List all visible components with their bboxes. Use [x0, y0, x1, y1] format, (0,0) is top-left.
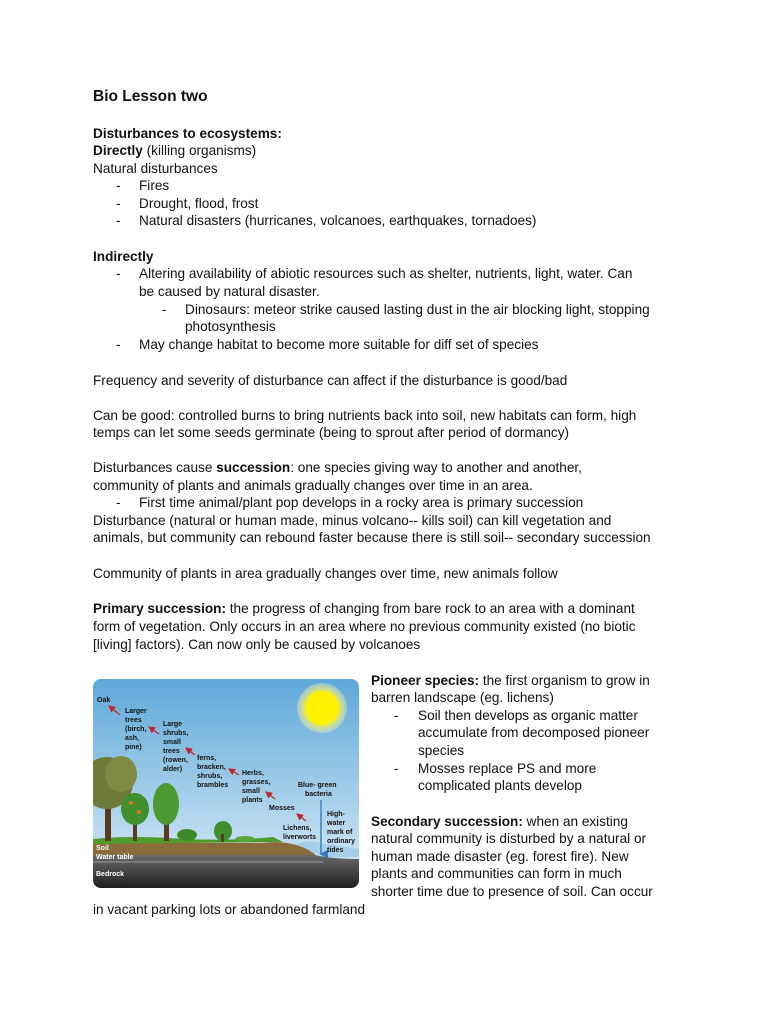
sun-core: [305, 691, 339, 725]
small-shrub: [177, 829, 197, 841]
label-highwater: High- water mark of ordinary tides: [327, 811, 356, 854]
natural-item-fires: Fires: [139, 178, 170, 193]
label-bluegreen: Blue- green bacteria: [298, 782, 337, 798]
succession-diagram-svg: [93, 679, 359, 888]
community-paragraph: Community of plants in area gradually changes over time, new animals follow: [93, 566, 558, 581]
pioneer-b2-line1: Mosses replace PS and more: [418, 761, 597, 776]
heading-disturbances: Disturbances to ecosystems:: [93, 126, 282, 141]
label-lichens: Lichens, liverworts: [283, 825, 317, 841]
shrub-tree-canopy: [153, 783, 179, 825]
pioneer-term: Pioneer species:: [371, 673, 480, 688]
bullet-dash: -: [162, 302, 167, 317]
oak-canopy-highlight: [105, 756, 137, 792]
indirect-item2: May change habitat to become more suitable for diff set of species: [139, 337, 539, 352]
secondary-line3: human made disaster (eg. forest fire). New: [371, 849, 629, 864]
secondary-line1: [371, 813, 628, 831]
bullet-dash: -: [116, 495, 121, 510]
succession-diagram: [93, 679, 359, 888]
berry: [137, 810, 141, 814]
primary-line1: [93, 600, 635, 618]
label-ferns: ferns, bracken, shrubs, brambles: [197, 755, 229, 789]
pioneer-b1-line1: Soil then develops as organic matter: [418, 708, 638, 723]
label-mosses: Mosses: [269, 805, 295, 812]
primary-term: Primary succession:: [93, 601, 226, 616]
succession-line1: [93, 459, 582, 477]
succession-post: : one species giving way to another and another,: [290, 460, 582, 475]
succession-line2: community of plants and animals gradually changes over time in an area.: [93, 478, 533, 493]
berry: [129, 801, 133, 805]
larger-tree-canopy: [121, 793, 149, 825]
label-oak: Oak: [97, 697, 111, 704]
frequency-paragraph: Frequency and severity of disturbance can affect if the disturbance is good/bad: [93, 373, 568, 388]
grass-patch: [235, 836, 255, 842]
label-herbs: Herbs, grasses, small plants: [242, 770, 271, 804]
succession-pre: Disturbances cause: [93, 460, 217, 475]
pioneer-text1: the first organism to grow in: [479, 673, 650, 688]
secondary-line4: plants and communities can form in much: [371, 866, 622, 881]
primary-line2: form of vegetation. Only occurs in an area where no previous community existed (no biotic: [93, 619, 636, 634]
label-bedrock: Bedrock: [96, 871, 125, 878]
bullet-dash: -: [394, 708, 399, 723]
secondary-term: Secondary succession:: [371, 814, 523, 829]
primary-text1: the progress of changing from bare rock to an area with a dominant: [225, 601, 635, 616]
indirect-sub1-line1: Dinosaurs: meteor strike caused lasting dust in the air blocking light, stopping: [185, 302, 650, 317]
secondary-text1: when an existing: [522, 814, 628, 829]
succession-term: succession: [216, 460, 291, 475]
good-line1: Can be good: controlled burns to bring nutrients back into soil, new habitats can form, high: [93, 408, 637, 423]
label-large-shrubs: Large shrubs, small trees (rowen, alder): [163, 721, 189, 773]
pioneer-line1: [371, 672, 650, 690]
primary-line3: [living] factors). Can now only be caused by volcanoes: [93, 637, 421, 652]
directly-line: [93, 142, 256, 160]
indirect-item1-line1: Altering availability of abiotic resources such as shelter, nutrients, light, water. Can: [139, 266, 633, 281]
bullet-dash: -: [116, 196, 121, 211]
secondary-line2: natural community is disturbed by a natural or: [371, 831, 647, 846]
pioneer-b1-line2: accumulate from decomposed pioneer: [418, 725, 650, 740]
succession-line4: animals, but community can rebound faster because there is still soil-- secondary succession: [93, 530, 651, 545]
pioneer-line2: barren landscape (eg. lichens): [371, 690, 554, 705]
natural-item-disasters: Natural disasters (hurricanes, volcanoes, earthquakes, tornadoes): [139, 213, 537, 228]
succession-line3: Disturbance (natural or human made, minus volcano-- kills soil) can kill vegetation and: [93, 513, 612, 528]
bullet-dash: -: [116, 178, 121, 193]
page-title: Bio Lesson two: [93, 88, 208, 105]
pioneer-b2-line2: complicated plants develop: [418, 778, 582, 793]
indirect-item1-line2: be caused by natural disaster.: [139, 284, 320, 299]
bullet-dash: -: [116, 337, 121, 352]
small-tree-trunk: [221, 834, 224, 842]
natural-disturbances-label: Natural disturbances: [93, 161, 218, 176]
bullet-dash: -: [116, 266, 121, 281]
pioneer-b1-line3: species: [418, 743, 465, 758]
directly-rest: (killing organisms): [142, 143, 257, 158]
secondary-line6: in vacant parking lots or abandoned farmland: [93, 902, 366, 917]
bullet-dash: -: [394, 761, 399, 776]
heading-indirectly: Indirectly: [93, 249, 154, 264]
label-larger-trees: Larger trees (birch, ash, pine): [125, 708, 147, 751]
natural-item-drought: Drought, flood, frost: [139, 196, 259, 211]
secondary-line5: shorter time due to presence of soil. Can occur: [371, 884, 653, 899]
indirect-sub1-line2: photosynthesis: [185, 319, 276, 334]
label-soil: Soil: [96, 845, 109, 852]
bullet-dash: -: [116, 213, 121, 228]
label-water-table: Water table: [96, 854, 134, 861]
succession-bullet: First time animal/plant pop develops in a rocky area is primary succession: [139, 495, 584, 510]
good-line2: temps can let some seeds germinate (being to sprout after period of dormancy): [93, 425, 570, 440]
directly-label: Directly: [93, 143, 143, 158]
